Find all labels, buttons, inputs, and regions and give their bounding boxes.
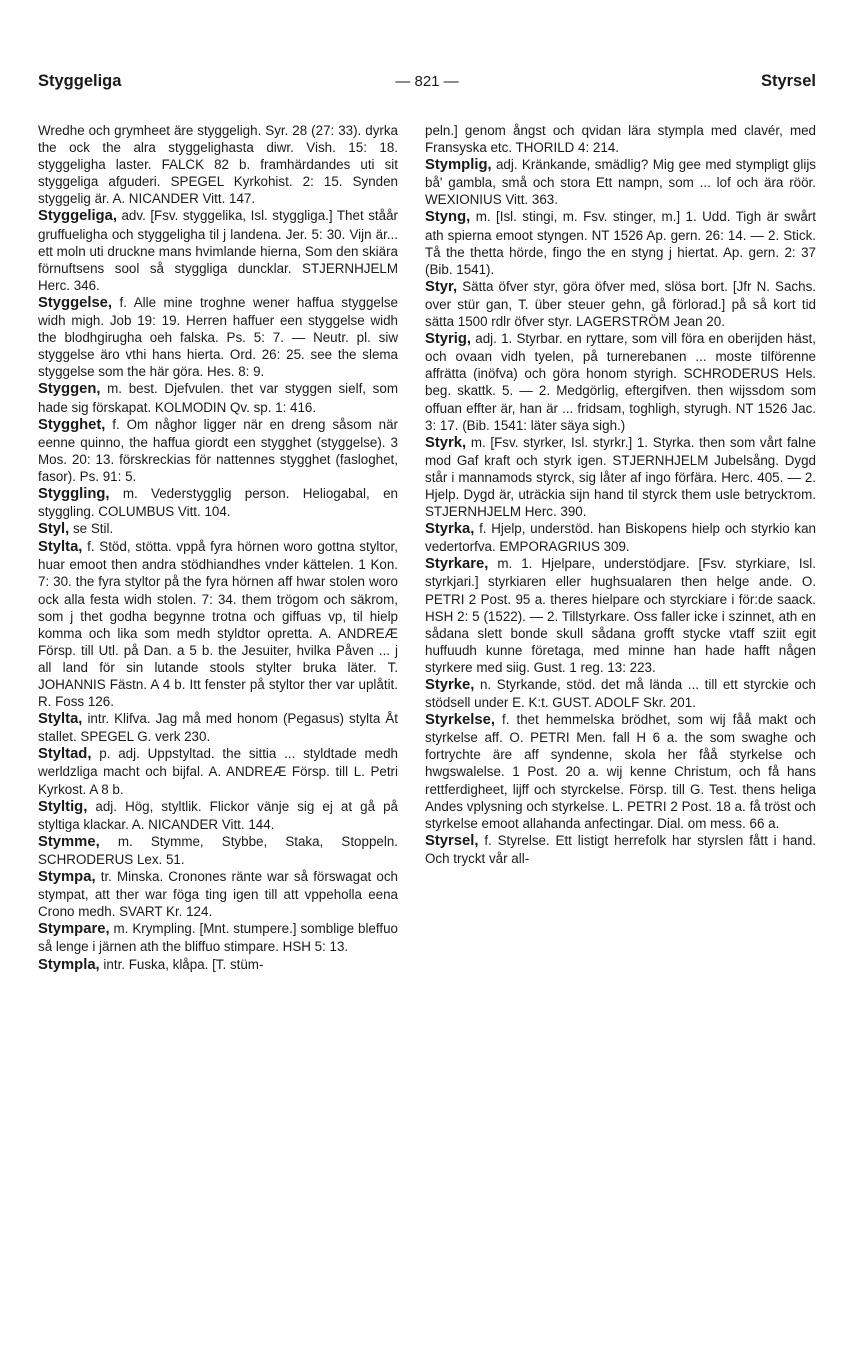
dictionary-entry <box>38 207 398 293</box>
entry-headword: Stygghet, <box>38 416 106 433</box>
entry-headword: Stylta, <box>38 711 83 728</box>
entry-headword: Stymme, <box>38 833 100 850</box>
dictionary-entry <box>425 156 816 208</box>
entry-headword: Styrkare, <box>425 556 489 573</box>
dictionary-entry <box>38 833 398 868</box>
entry-text: n. Styrkande, stöd. det må lända ... till ett styrckie och stödsell under E. K:t. GUST. ADOLF Skr. 201. <box>425 677 816 711</box>
dictionary-entry <box>425 711 816 832</box>
dictionary-entry <box>425 555 816 676</box>
dictionary-entry <box>425 832 816 867</box>
dictionary-entry <box>38 956 398 974</box>
entry-headword: Styrka, <box>425 521 475 538</box>
entry-headword: Stymplig, <box>425 157 492 174</box>
entry-text: f. thet hemmelska brödhet, som wij fåå makt och styrkelse aff. O. PETRI Men. fall H 6 a. the som swaghe och fortrychte äre aff syndenne, skola her fåå styrkelse och hwgswalelse. 1 Post. 20 a. wij kenne Christum, och få hans rettferdigheet, lijff och styrckelse. Försp. till G. Test. thens heliga Andes vplysning och styrkelse. L. PETRI 2 Post. 18 a. få tröst och styrkelse emoot allahanda anfectingar. Dial. om mess. 66 a. <box>425 712 816 831</box>
dictionary-entry <box>38 920 398 955</box>
entry-text: m. Vederstygglig person. Heliogabal, en styggling. COLUMBUS Vitt. 104. <box>38 485 398 520</box>
dictionary-entry <box>38 745 398 797</box>
entry-headword: Styr, <box>425 278 458 295</box>
entry-text: Wredhe och grymheet äre styggeligh. Syr. 28 (27: 33). dyrka the ock the alra styggelighasta diwr. Vish. 15: 18. styggeligha laster. FALCK 82 b. framhärdandes uti sit styggeliga afguderi. SPEGEL Kyrkohist. 2: 15. Synden styggelig är. A. NICANDER Vitt. 147. <box>38 123 398 207</box>
dictionary-entry <box>425 434 816 520</box>
entry-headword: Styrk, <box>425 434 467 451</box>
running-head-last-word: Styrsel <box>760 72 816 90</box>
entry-text: adv. [Fsv. styggelika, Isl. styggliga.] Thet ståår gruffueligha och styggeligha til j landena. Jer. 5: 30. Vijn är... ett moln uti druckne mans hvimlande hierna, Som den skiära förnuftsens sool så styggliga duncklar. STJERNHJELM Herc. 346. <box>38 208 398 293</box>
running-head-first-word: Styggeliga <box>38 72 122 90</box>
entry-text: f. Stöd, stötta. vppå fyra hörnen woro gottna styltor, huar emoot then andra stödhiandhes vnder kättelen. 1 Kon. 7: 30. the fyra styltor på the fyra hörnen aff hwar stolen woro ock alla festa widh stolen. 7: 34. them trögom och säkrom, som j thet godha begynne trotna och giffuas vp, til hielp komma och lika som medh styldtor opretta. A. ANDREÆ Försp. till Utl. på Dan. a 5 b. the Jesuiter, hvilka Påven ... j all land för sin lutande stools stylter bruka läter. T. JOHANNIS Fästn. A 4 b. Itt fenster på styltor ther var uplåtit. R. Foss 126. <box>38 539 398 710</box>
dictionary-entry <box>425 208 816 277</box>
dictionary-entry <box>38 416 398 485</box>
entry-headword: Styggling, <box>38 485 110 502</box>
dictionary-entry <box>38 520 398 538</box>
dictionary-entry <box>38 380 398 415</box>
entry-headword: Styltig, <box>38 798 88 815</box>
dictionary-entry <box>425 330 816 434</box>
entry-text: p. adj. Uppstyltad. the sittia ... styldtade medh werldzliga macht och bijfal. A. ANDREÆ Försp. till L. Petri Kyrkost. A 8 b. <box>38 746 398 797</box>
entry-headword: Styrke, <box>425 677 475 693</box>
entry-headword: Stylta, <box>38 539 83 556</box>
entry-headword: Styrkelse, <box>425 712 495 729</box>
entry-text: m. [Isl. stingi, m. Fsv. stinger, m.] 1. Udd. Tigh är swårt ath spierna emoot styngen. NT 1526 Ap. gern. 26: 14. — 2. Stick. Tå the thetta hörde, fingo the en styng j hiertat. Ap. gern. 2: 37 (Bib. 1541). <box>425 209 816 277</box>
entry-text: tr. Minska. Cronones ränte war så förswagat och stympat, att ther war föga ting igen till att vppeholla eena Crono medh. SVART Kr. 124. <box>38 869 398 920</box>
entry-text: m. best. Djefvulen. thet var styggen sielf, som hade sig förskapat. KOLMODIN Qv. sp. 1: 416. <box>38 381 398 415</box>
entry-headword: Styrig, <box>425 331 472 348</box>
entry-text: f. Hjelp, understöd. han Biskopens hielp och styrkio kan vedertorfva. EMPORAGRIUS 309. <box>425 521 816 555</box>
dictionary-entry-continuation <box>38 122 398 207</box>
entry-headword: Styggen, <box>38 381 101 398</box>
entry-headword: Styggeliga, <box>38 208 117 225</box>
dictionary-entry <box>38 868 398 920</box>
entry-headword: Styggelse, <box>38 294 113 311</box>
entry-headword: Stympla, <box>38 956 100 973</box>
entry-text: f. Om någhor ligger när en dreng såsom när eenne quinno, the haffua giordt een stygghet (styggelse). 3 Mos. 20: 13. förskreckias för nattennes stygghet (fasloghet, fasor). Ps. 91: 5. <box>38 416 398 484</box>
right-column <box>425 122 816 867</box>
dictionary-entry <box>38 294 398 380</box>
dictionary-entry-continuation <box>425 122 816 156</box>
left-column <box>38 122 398 974</box>
entry-text: Sätta öfver styr, göra öfver med, slösa bort. [Jfr N. Sachs. over stür gan, T. über steuer gehn, gå förlorad.] på så kort tid sätta 1500 rdlr öfver styr. LAGERSTRÖM Jean 20. <box>425 278 816 330</box>
entry-text: m. [Fsv. styrker, Isl. styrkr.] 1. Styrka. then som vårt falne mod Gaf kraft och styrk igen. STJERNHJELM Jubelsång. Dygd står i mannamods styrck, sig låter af ingo förfära. Herc. 405. — 2. Hjelp. Dygd är, uträckia sijn hand til styrck them usle betryckтom. STJERNHJELM Herc. 390. <box>425 434 816 520</box>
entry-headword: Styl, <box>38 521 70 538</box>
entry-text: f. Alle mine troghne wener haffua styggelse widh migh. Job 19: 19. Herren haffuer een styggelse widh the blodhgirugha oeh falska. Ps. 5: 7. — Neutr. pl. siw styggelse äro vthi hans hierta. Ord. 26: 25. see the slema styggelse som the här göra. Hes. 8: 9. <box>38 294 398 380</box>
entry-text: adj. Kränkande, smädlig? Mig gee med stympligt glijs bå' gambla, små och stora Ett nampn, som ... lof och ära röör. WEXIONIUS Vitt. 363. <box>425 157 816 208</box>
entry-headword: Stympa, <box>38 869 96 886</box>
entry-text: m. Stymme, Stybbe, Staka, Stoppeln. SCHRODERUS Lex. 51. <box>38 833 398 867</box>
entry-text: se Stil. <box>72 521 114 537</box>
entry-text: adj. 1. Styrbar. en ryttare, som vill föra en oberijden häst, och ovaan vidh tyelen, på turnerebanen ... moste tilförenne affrätta (inöfva) och göra honom styrigh. SCHRODERUS Hels. beg. skattk. 5. — 2. Medgörlig, eftergifven. then wijssdom som offuan effter är, han är ... fridsam, toghligh, styrugh. NT 1526 Jac. 3: 17. (Bib. 1541: läter säya sigh.) <box>425 331 816 433</box>
page-number: — 821 — <box>395 73 459 90</box>
entry-text: m. 1. Hjelpare, understödjare. [Fsv. styrkiare, Isl. styrkjari.] styrkiaren eller hughsualaren then helge ande. O. PETRI 2 Post. 95 a. theres hielpare och styrckiare i för:de saack. HSH 2: 5 (1522). — 2. Tillstyrkare. Oss faller icke i szinnet, ath en sådana slett bonde skull sådana grofft stycke vtaff sziit egit huffuudh kunne företaga, med minne han hade hafft någen styrkere med siig. Gust. 1 reg. 13: 223. <box>425 556 816 675</box>
dictionary-entry <box>38 485 398 520</box>
entry-headword: Styng, <box>425 209 471 226</box>
entry-text: adj. Hög, styltlik. Flickor vänje sig ej at gå på styltiga klackar. A. NICANDER Vitt. 144. <box>38 798 398 832</box>
dictionary-entry <box>425 676 816 711</box>
entry-text: f. Styrelse. Ett listigt herrefolk har styrslen fått i hand. Och tryckt vår all- <box>425 832 816 866</box>
dictionary-entry <box>38 798 398 833</box>
entry-headword: Styrsel, <box>425 832 479 849</box>
page-header <box>38 72 816 106</box>
entry-text: peln.] genom ångst och qvidan lära stympla med clavér, med Fransyska etc. THORILD 4: 214. <box>425 123 816 156</box>
entry-text: intr. Klifva. Jag må med honom (Pegasus) stylta Åt stallet. SPEGEL G. verk 230. <box>38 711 398 745</box>
dictionary-entry <box>425 278 816 330</box>
entry-headword: Styltad, <box>38 746 92 763</box>
dictionary-entry <box>425 520 816 555</box>
entry-text: m. Krympling. [Mnt. stumpere.] somblige bleffuo så lenge i järnen ath the bliffuo stimpare. HSH 5: 13. <box>38 921 398 955</box>
entry-headword: Stympare, <box>38 921 110 938</box>
entry-text: intr. Fuska, klåpa. [T. stüm- <box>103 956 264 972</box>
dictionary-entry <box>38 538 398 710</box>
dictionary-entry <box>38 710 398 745</box>
